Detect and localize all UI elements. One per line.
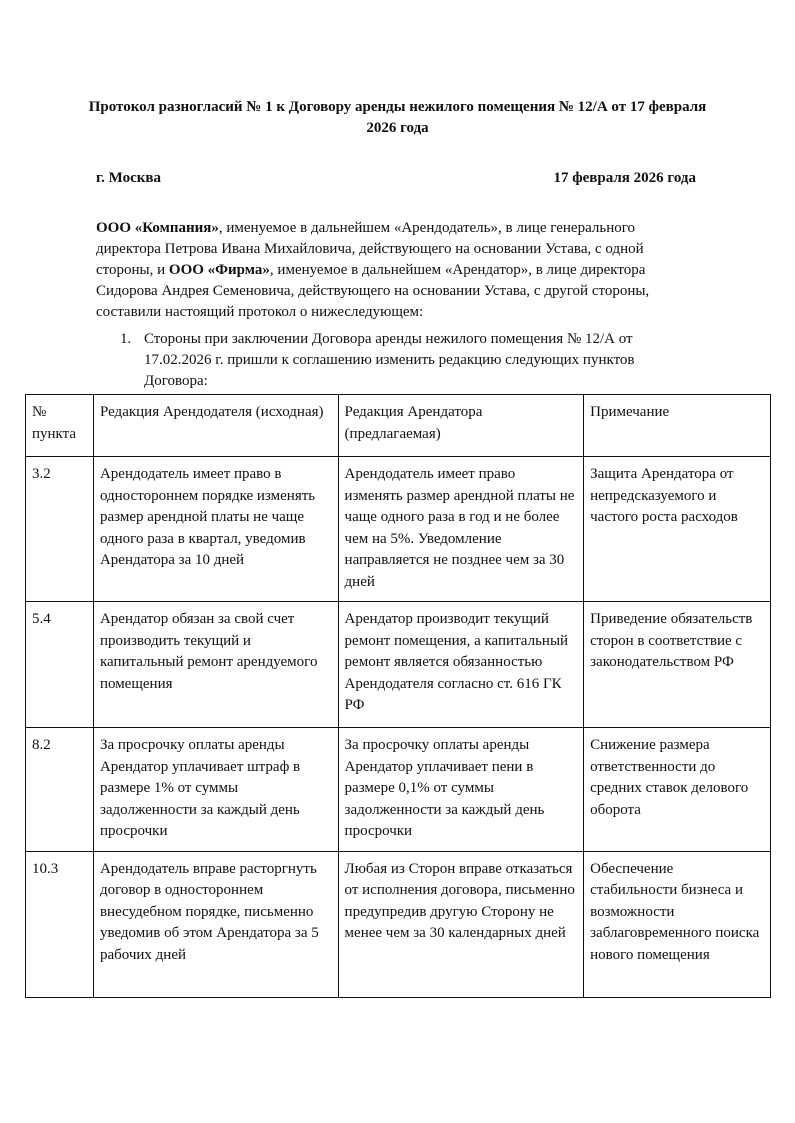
row-tenant-version: Арендодатель имеет право изменять размер арендной платы не чаще одного раза в год и не более чем на 5%. Уведомление направляется не позднее чем за 30 дней — [338, 457, 584, 602]
document-date: 17 февраля 2026 года — [553, 170, 696, 186]
header-note: Примечание — [584, 395, 771, 457]
header-landlord-version: Редакция Арендодателя (исходная) — [93, 395, 338, 457]
row-number: 5.4 — [26, 602, 94, 728]
disagreement-table — [25, 394, 771, 998]
list-item-text: Стороны при заключении Договора аренды нежилого помещения № 12/А от 17.02.2026 г. пришли к соглашению изменить редакцию следующих пунктов Договора: — [144, 331, 635, 389]
party2-description: , именуемое в дальнейшем «Арендатор», в лице директора Сидорова Андрея Семеновича, действующего на основании Устава, с другой стороны, составили настоящий протокол о нижеследующем: — [96, 262, 650, 320]
row-landlord-version: За просрочку оплаты аренды Арендатор уплачивает штраф в размере 1% от суммы задолженности за каждый день просрочки — [93, 728, 338, 852]
row-note: Защита Арендатора от непредсказуемого и частого роста расходов — [584, 457, 771, 602]
row-tenant-version: Арендатор производит текущий ремонт помещения, а капитальный ремонт является обязанностью Арендодателя согласно ст. 616 ГК РФ — [338, 602, 584, 728]
table-row — [26, 851, 771, 997]
party1-name: ООО «Компания» — [96, 220, 219, 236]
table-header-row — [26, 395, 771, 457]
table-row — [26, 728, 771, 852]
table-row — [26, 457, 771, 602]
document-title: Протокол разногласий № 1 к Договору аренды нежилого помещения № 12/А от 17 февраля 2026 года — [88, 99, 707, 136]
row-landlord-version: Арендатор обязан за свой счет производить текущий и капитальный ремонт арендуемого помещения — [93, 602, 338, 728]
intro-paragraph — [96, 218, 696, 323]
header-tenant-version: Редакция Арендатора (предлагаемая) — [338, 395, 584, 457]
table-row — [26, 602, 771, 728]
row-tenant-version: За просрочку оплаты аренды Арендатор уплачивает пени в размере 0,1% от суммы задолженности за каждый день просрочки — [338, 728, 584, 852]
row-number: 8.2 — [26, 728, 94, 852]
party1-description: , именуемое в дальнейшем «Арендодатель», в лице генерального директора Петрова Ивана Михайловича, действующего на основании Устава, с одной стороны, и — [96, 220, 644, 278]
row-note: Приведение обязательств сторон в соответствие с законодательством РФ — [584, 602, 771, 728]
list-item — [120, 329, 680, 392]
row-note: Обеспечение стабильности бизнеса и возможности заблаговременного поиска нового помещения — [584, 851, 771, 997]
row-note: Снижение размера ответственности до средних ставок делового оборота — [584, 728, 771, 852]
row-landlord-version: Арендодатель имеет право в одностороннем порядке изменять размер арендной платы не чаще одного раза в квартал, уведомив Арендатора за 10 дней — [93, 457, 338, 602]
party2-name: ООО «Фирма» — [168, 262, 270, 278]
row-number: 3.2 — [26, 457, 94, 602]
row-landlord-version: Арендодатель вправе расторгнуть договор в одностороннем внесудебном порядке, письменно уведомив об этом Арендатора за 5 рабочих дней — [93, 851, 338, 997]
row-number: 10.3 — [26, 851, 94, 997]
header-number: № пункта — [26, 395, 94, 457]
row-tenant-version: Любая из Сторон вправе отказаться от исполнения договора, письменно предупредив другую Сторону не менее чем за 30 календарных дней — [338, 851, 584, 997]
list-item-number: 1. — [120, 331, 132, 347]
document-city: г. Москва — [96, 170, 161, 186]
